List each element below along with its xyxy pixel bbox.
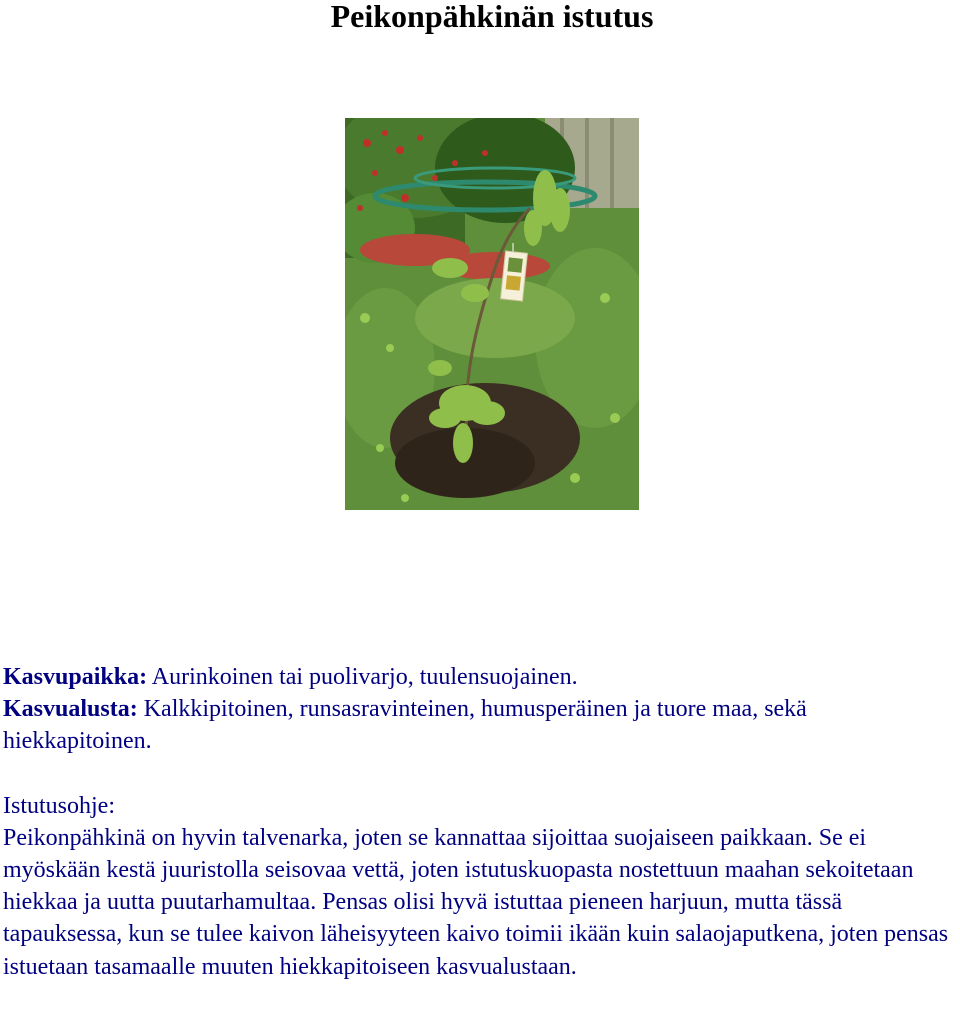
page-title: Peikonpähkinän istutus (330, 0, 654, 34)
kasvualusta-value: Kalkkipitoinen, runsasravinteinen, humusperäinen ja tuore maa, sekä hiekkapitoinen. (3, 696, 807, 755)
kasvupaikka-value: Aurinkoinen tai puolivarjo, tuulensuojainen. (151, 664, 578, 690)
plant-photo (345, 118, 639, 510)
kasvualusta-label: Kasvualusta: (3, 696, 138, 723)
content-text (3, 661, 958, 983)
kasvualusta-paragraph (3, 693, 958, 757)
kasvupaikka-paragraph (3, 661, 958, 693)
kasvupaikka-label: Kasvupaikka: (3, 664, 148, 690)
istutusohje-text: Peikonpähkinä on hyvin talvenarka, joten se kannattaa sijoittaa suojaiseen paikkaan. Se ei myöskään kestä juuristolla seisovaa vettä, joten istutuskuopasta nostettuun maahan sekoitetaan hiekkaa ja uutta puutarhamultaa. Pensas olisi hyvä istuttaa pieneen harjuun, mutta tässä tapauksessa, kun se tulee kaivon läheisyyteen kaivo toimii ikään kuin salaojaputkena, joten pensas istuetaan tasamaalle muuten hiekkapitoiseen kasvualustaan. (3, 824, 949, 980)
istutusohje-label: Istutusohje: (3, 792, 115, 819)
paragraph-spacer (3, 758, 958, 790)
